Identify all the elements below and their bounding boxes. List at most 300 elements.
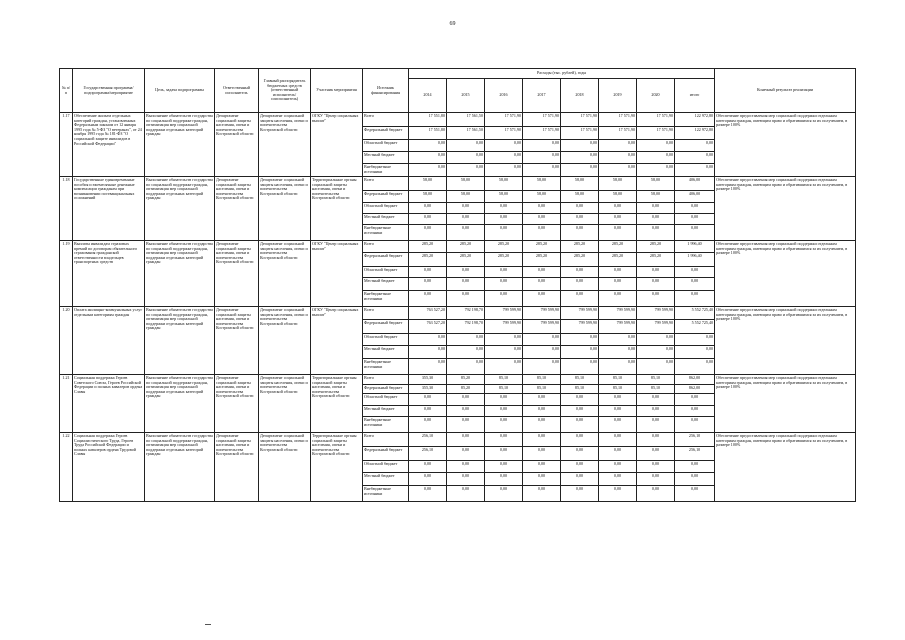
value-cell: 0,00	[561, 417, 599, 433]
goal-cell: Выполнение обязательств государства по социальной поддержке граждан, оптимизация мер социальной поддержки отдельных категорий граждан	[145, 307, 215, 375]
value-cell: 0,00	[447, 164, 485, 177]
program-cell: Оплата жилищно-коммунальных услуг отдельным категориям граждан	[73, 307, 145, 375]
total-cell: 0,00	[675, 152, 715, 164]
value-cell: 0,00	[409, 152, 447, 164]
value-cell: 0,00	[447, 461, 485, 473]
num-cell: 1.17	[60, 113, 73, 177]
value-cell: 0,00	[523, 203, 561, 214]
value-cell: 0,00	[409, 291, 447, 307]
result-cell: Обеспечение предоставления мер социальной поддержки отдельным категориям граждан, имеющим право и обратившимся за их получением, в размере 100%	[715, 241, 856, 307]
value-cell: 0,00	[637, 473, 675, 486]
value-cell: 285,20	[599, 253, 637, 267]
value-cell: 0,00	[561, 359, 599, 375]
value-cell: 0,00	[561, 225, 599, 241]
value-cell: 0,00	[523, 473, 561, 486]
value-cell: 0,00	[561, 152, 599, 164]
value-cell: 85,10	[561, 385, 599, 394]
total-cell: 0,00	[675, 267, 715, 278]
program-cell: Обеспечение жильем отдельных категорий граждан, установленных Федеральным законом от 12 января 1995 года № 5-ФЗ "О ветеранах", от 24 ноября 1995 года № 181-ФЗ "О социальной защите инвалидов в Российской Федерации"	[73, 113, 145, 177]
value-cell: 0,00	[561, 267, 599, 278]
source-cell: Областной бюджет	[363, 267, 409, 278]
value-cell: 0,00	[637, 164, 675, 177]
value-cell: 17 571,90	[599, 113, 637, 127]
value-cell: 799 599,90	[523, 307, 561, 320]
value-cell: 85,10	[485, 375, 523, 385]
value-cell: 285,20	[409, 241, 447, 253]
value-cell: 0,00	[561, 433, 599, 447]
value-cell: 0,00	[485, 164, 523, 177]
value-cell: 0,00	[561, 164, 599, 177]
total-cell: 406,00	[675, 177, 715, 191]
value-cell: 0,00	[485, 225, 523, 241]
value-cell: 0,00	[637, 394, 675, 406]
value-cell: 58,00	[485, 177, 523, 191]
value-cell: 0,00	[523, 346, 561, 359]
participant-cell: ОГКУ "Центр социальных выплат"	[311, 307, 363, 375]
source-cell: Внебюджетные источники	[363, 225, 409, 241]
value-cell: 85,10	[637, 385, 675, 394]
value-cell: 0,00	[561, 461, 599, 473]
value-cell: 0,00	[637, 225, 675, 241]
value-cell: 0,00	[637, 417, 675, 433]
value-cell: 58,00	[409, 177, 447, 191]
value-cell: 58,00	[523, 191, 561, 203]
value-cell: 58,00	[561, 191, 599, 203]
value-cell: 0,00	[561, 406, 599, 417]
value-cell: 0,00	[599, 225, 637, 241]
value-cell: 285,20	[523, 253, 561, 267]
participant-cell: ОГКУ "Центр социальных выплат"	[311, 113, 363, 177]
total-cell: 0,00	[675, 214, 715, 225]
value-cell: 0,00	[523, 417, 561, 433]
value-cell: 0,00	[447, 225, 485, 241]
value-cell: 0,00	[409, 461, 447, 473]
value-cell: 0,00	[637, 278, 675, 291]
total-cell: 0,00	[675, 406, 715, 417]
value-cell: 0,00	[561, 394, 599, 406]
total-cell: 0,00	[675, 140, 715, 152]
value-cell: 0,00	[485, 394, 523, 406]
total-cell: 0,00	[675, 334, 715, 346]
source-cell: Всего	[363, 375, 409, 385]
total-header: итого	[675, 79, 715, 113]
value-cell: 0,00	[561, 278, 599, 291]
value-cell: 0,00	[485, 152, 523, 164]
value-cell: 0,00	[523, 214, 561, 225]
value-cell: 0,00	[599, 140, 637, 152]
goal-cell: Выполнение обязательств государства по социальной поддержке граждан, оптимизация мер социальной поддержки отдельных категорий граждан	[145, 113, 215, 177]
value-cell: 0,00	[485, 486, 523, 502]
value-cell: 0,00	[599, 203, 637, 214]
responsible-cell: Департамент социальной защиты населения, опеки и попечительства Костромской области	[215, 375, 259, 433]
value-cell: 0,00	[447, 152, 485, 164]
value-cell: 0,00	[561, 334, 599, 346]
value-cell: 0,00	[599, 417, 637, 433]
value-cell: 17 571,90	[599, 127, 637, 140]
value-cell: 799 599,90	[561, 307, 599, 320]
table-row	[60, 177, 856, 191]
value-cell: 85,10	[561, 375, 599, 385]
source-cell: Местный бюджет	[363, 152, 409, 164]
value-cell: 355,30	[409, 375, 447, 385]
value-cell: 0,00	[409, 406, 447, 417]
goal-cell: Выполнение обязательств государства по социальной поддержке граждан, оптимизация мер социальной поддержки отдельных категорий граждан	[145, 433, 215, 502]
col-participant-header: Участник мероприятия	[311, 69, 363, 113]
value-cell: 0,00	[599, 214, 637, 225]
value-cell: 799 599,90	[561, 320, 599, 334]
source-cell: Областной бюджет	[363, 140, 409, 152]
total-cell: 5 552 725,40	[675, 320, 715, 334]
value-cell: 0,00	[447, 486, 485, 502]
source-cell: Местный бюджет	[363, 278, 409, 291]
value-cell: 0,00	[637, 486, 675, 502]
num-cell: 1.22	[60, 433, 73, 502]
value-cell: 58,00	[637, 191, 675, 203]
value-cell: 0,00	[447, 417, 485, 433]
scan-mark	[205, 624, 211, 625]
participant-cell: Территориальные органы социальной защиты населения, опеки и попечительства Костромской области	[311, 177, 363, 241]
value-cell: 0,00	[447, 203, 485, 214]
value-cell: 85,10	[523, 385, 561, 394]
value-cell: 0,00	[637, 433, 675, 447]
value-cell: 285,20	[523, 241, 561, 253]
value-cell: 17 571,90	[485, 113, 523, 127]
value-cell: 0,00	[447, 433, 485, 447]
value-cell: 0,00	[561, 214, 599, 225]
value-cell: 0,00	[523, 225, 561, 241]
table-row	[60, 241, 856, 253]
value-cell: 0,00	[447, 214, 485, 225]
total-cell: 1 996,40	[675, 241, 715, 253]
value-cell: 0,00	[637, 214, 675, 225]
value-cell: 0,00	[485, 433, 523, 447]
col-expenses-header: Расходы (тыс. рублей), годы	[409, 69, 715, 79]
value-cell: 0,00	[599, 433, 637, 447]
value-cell: 0,00	[485, 214, 523, 225]
value-cell: 0,00	[637, 140, 675, 152]
value-cell: 0,00	[599, 334, 637, 346]
total-cell: 0,00	[675, 417, 715, 433]
result-cell: Обеспечение предоставления мер социальной поддержки отдельным категориям граждан, имеющим право и обратившимся за их получением, в размере 100%	[715, 113, 856, 177]
total-cell: 0,00	[675, 164, 715, 177]
value-cell: 799 599,90	[599, 307, 637, 320]
total-cell: 862,00	[675, 375, 715, 385]
value-cell: 17 571,90	[485, 127, 523, 140]
value-cell: 0,00	[637, 346, 675, 359]
value-cell: 58,00	[599, 177, 637, 191]
source-cell: Областной бюджет	[363, 394, 409, 406]
source-cell: Местный бюджет	[363, 473, 409, 486]
value-cell: 85,10	[523, 375, 561, 385]
value-cell: 0,00	[409, 140, 447, 152]
value-cell: 0,00	[485, 473, 523, 486]
source-cell: Всего	[363, 241, 409, 253]
source-cell: Внебюджетные источники	[363, 486, 409, 502]
col-program-header: Государственная программа/подпрограмма/мероприятие	[73, 69, 145, 113]
value-cell: 285,20	[409, 253, 447, 267]
value-cell: 0,00	[447, 359, 485, 375]
value-cell: 0,00	[485, 140, 523, 152]
value-cell: 799 599,90	[523, 320, 561, 334]
goal-cell: Выполнение обязательств государства по социальной поддержке граждан, оптимизация мер социальной поддержки отдельных категорий граждан	[145, 375, 215, 433]
value-cell: 0,00	[637, 267, 675, 278]
manager-cell: Департамент социальной защиты населения, опеки и попечительства Костромской области	[259, 113, 311, 177]
value-cell: 0,00	[561, 291, 599, 307]
value-cell: 58,00	[561, 177, 599, 191]
source-cell: Местный бюджет	[363, 346, 409, 359]
total-cell: 0,00	[675, 486, 715, 502]
value-cell: 0,00	[485, 291, 523, 307]
value-cell: 0,00	[599, 461, 637, 473]
source-cell: Всего	[363, 177, 409, 191]
value-cell: 0,00	[523, 267, 561, 278]
num-cell: 1.21	[60, 375, 73, 433]
value-cell: 85,10	[599, 375, 637, 385]
value-cell: 0,00	[637, 447, 675, 461]
value-cell: 0,00	[561, 473, 599, 486]
col-manager-header: Главный распорядитель бюджетных средств (ответственный исполнитель/соисполнитель)	[259, 69, 311, 113]
value-cell: 85,10	[485, 385, 523, 394]
value-cell: 0,00	[409, 417, 447, 433]
value-cell: 0,00	[447, 140, 485, 152]
total-cell: 0,00	[675, 461, 715, 473]
value-cell: 58,00	[523, 177, 561, 191]
source-cell: Областной бюджет	[363, 461, 409, 473]
value-cell: 0,00	[409, 486, 447, 502]
total-cell: 862,00	[675, 385, 715, 394]
program-cell: Выплаты инвалидам страховых премий по договорам обязательного страхования гражданской ответственности владельцев транспортных средств	[73, 241, 145, 307]
value-cell: 85,10	[599, 385, 637, 394]
total-cell: 0,00	[675, 225, 715, 241]
total-cell: 0,00	[675, 346, 715, 359]
num-cell: 1.18	[60, 177, 73, 241]
value-cell: 17 571,90	[561, 113, 599, 127]
value-cell: 0,00	[523, 433, 561, 447]
value-cell: 0,00	[409, 334, 447, 346]
source-cell: Федеральный бюджет	[363, 447, 409, 461]
source-cell: Всего	[363, 113, 409, 127]
value-cell: 0,00	[637, 406, 675, 417]
value-cell: 0,00	[409, 164, 447, 177]
manager-cell: Департамент социальной защиты населения, опеки и попечительства Костромской области	[259, 177, 311, 241]
value-cell: 17 571,90	[523, 127, 561, 140]
manager-cell: Департамент социальной защиты населения, опеки и попечительства Костромской области	[259, 375, 311, 433]
value-cell: 58,00	[409, 191, 447, 203]
responsible-cell: Департамент социальной защиты населения, опеки и попечительства Костромской области	[215, 177, 259, 241]
value-cell: 17 551,80	[409, 127, 447, 140]
total-cell: 256,10	[675, 433, 715, 447]
value-cell: 0,00	[599, 152, 637, 164]
value-cell: 17 571,90	[523, 113, 561, 127]
value-cell: 285,20	[561, 253, 599, 267]
value-cell: 58,00	[599, 191, 637, 203]
responsible-cell: Департамент социальной защиты населения, опеки и попечительства Костромской области	[215, 241, 259, 307]
value-cell: 799 599,90	[485, 320, 523, 334]
value-cell: 0,00	[599, 164, 637, 177]
table-row	[60, 307, 856, 320]
value-cell: 763 527,20	[409, 307, 447, 320]
value-cell: 256,10	[409, 447, 447, 461]
value-cell: 0,00	[409, 278, 447, 291]
value-cell: 285,20	[599, 241, 637, 253]
value-cell: 58,00	[447, 177, 485, 191]
value-cell: 85,20	[447, 385, 485, 394]
value-cell: 285,20	[485, 253, 523, 267]
source-cell: Областной бюджет	[363, 334, 409, 346]
value-cell: 58,00	[637, 177, 675, 191]
total-cell: 0,00	[675, 473, 715, 486]
value-cell: 0,00	[523, 394, 561, 406]
responsible-cell: Департамент социальной защиты населения, опеки и попечительства Костромской области	[215, 433, 259, 502]
value-cell: 799 599,90	[485, 307, 523, 320]
header-row	[60, 69, 856, 79]
source-cell: Внебюджетные источники	[363, 417, 409, 433]
value-cell: 58,00	[447, 191, 485, 203]
result-cell: Обеспечение предоставления мер социальной поддержки отдельным категориям граждан, имеющим право и обратившимся за их получением, в размере 100%	[715, 433, 856, 502]
value-cell: 0,00	[523, 359, 561, 375]
value-cell: 0,00	[409, 225, 447, 241]
value-cell: 0,00	[637, 334, 675, 346]
value-cell: 0,00	[409, 346, 447, 359]
value-cell: 17 571,90	[561, 127, 599, 140]
source-cell: Федеральный бюджет	[363, 127, 409, 140]
value-cell: 0,00	[485, 278, 523, 291]
value-cell: 0,00	[599, 473, 637, 486]
num-cell: 1.20	[60, 307, 73, 375]
value-cell: 0,00	[599, 359, 637, 375]
value-cell: 17 561,50	[447, 127, 485, 140]
total-cell: 0,00	[675, 394, 715, 406]
num-cell: 1.19	[60, 241, 73, 307]
year-header: 2019	[599, 79, 637, 113]
value-cell: 0,00	[599, 346, 637, 359]
total-cell: 122 972,80	[675, 127, 715, 140]
program-cell: Социальная поддержка Героев Советского Союза, Героев Российской Федерации и полных кавалеров ордена Славы	[73, 375, 145, 433]
value-cell: 0,00	[447, 473, 485, 486]
value-cell: 0,00	[485, 334, 523, 346]
value-cell: 0,00	[561, 486, 599, 502]
value-cell: 799 599,90	[637, 307, 675, 320]
value-cell: 0,00	[409, 203, 447, 214]
col-num-header: № п/п	[60, 69, 73, 113]
goal-cell: Выполнение обязательств государства по социальной поддержке граждан, оптимизация мер социальной поддержки отдельных категорий граждан	[145, 177, 215, 241]
value-cell: 0,00	[485, 203, 523, 214]
value-cell: 85,20	[447, 375, 485, 385]
value-cell: 0,00	[523, 164, 561, 177]
source-cell: Областной бюджет	[363, 203, 409, 214]
value-cell: 0,00	[599, 486, 637, 502]
total-cell: 406,00	[675, 191, 715, 203]
value-cell: 58,00	[485, 191, 523, 203]
year-header: 2018	[561, 79, 599, 113]
value-cell: 0,00	[523, 447, 561, 461]
value-cell: 285,20	[637, 241, 675, 253]
year-header: 2016	[485, 79, 523, 113]
value-cell: 799 599,90	[599, 320, 637, 334]
source-cell: Федеральный бюджет	[363, 191, 409, 203]
value-cell: 0,00	[409, 473, 447, 486]
value-cell: 17 561,50	[447, 113, 485, 127]
value-cell: 0,00	[523, 140, 561, 152]
value-cell: 285,20	[447, 241, 485, 253]
value-cell: 0,00	[523, 486, 561, 502]
table-row	[60, 433, 856, 447]
value-cell: 0,00	[447, 447, 485, 461]
year-header: 2020	[637, 79, 675, 113]
responsible-cell: Департамент социальной защиты населения, опеки и попечительства Костромской области	[215, 307, 259, 375]
table-row	[60, 375, 856, 385]
value-cell: 0,00	[409, 359, 447, 375]
value-cell: 792 198,70	[447, 320, 485, 334]
col-goal-header: Цель, задача подпрограммы	[145, 69, 215, 113]
value-cell: 0,00	[447, 267, 485, 278]
value-cell: 0,00	[637, 359, 675, 375]
value-cell: 0,00	[523, 406, 561, 417]
value-cell: 285,20	[637, 253, 675, 267]
value-cell: 0,00	[561, 346, 599, 359]
value-cell: 0,00	[447, 394, 485, 406]
value-cell: 285,20	[485, 241, 523, 253]
page-number: 69	[449, 21, 456, 27]
value-cell: 0,00	[409, 214, 447, 225]
source-cell: Местный бюджет	[363, 214, 409, 225]
responsible-cell: Департамент социальной защиты населения, опеки и попечительства Костромской области	[215, 113, 259, 177]
value-cell: 0,00	[637, 291, 675, 307]
value-cell: 0,00	[485, 359, 523, 375]
program-table	[59, 68, 856, 502]
col-responsible-header: Ответственный исполнитель	[215, 69, 259, 113]
value-cell: 355,30	[409, 385, 447, 394]
total-cell: 0,00	[675, 291, 715, 307]
value-cell: 0,00	[409, 394, 447, 406]
value-cell: 0,00	[447, 291, 485, 307]
participant-cell: Территориальные органы социальной защиты населения, опеки и попечительства Костромской области	[311, 375, 363, 433]
value-cell: 0,00	[485, 346, 523, 359]
result-cell: Обеспечение предоставления мер социальной поддержки отдельным категориям граждан, имеющим право и обратившимся за их получением, в размере 100%	[715, 307, 856, 375]
value-cell: 792 198,70	[447, 307, 485, 320]
year-header: 2017	[523, 79, 561, 113]
source-cell: Всего	[363, 433, 409, 447]
value-cell: 0,00	[599, 267, 637, 278]
value-cell: 0,00	[447, 334, 485, 346]
col-source-header: Источник финансирования	[363, 69, 409, 113]
value-cell: 0,00	[523, 278, 561, 291]
value-cell: 0,00	[485, 267, 523, 278]
participant-cell: ОГКУ "Центр социальных выплат"	[311, 241, 363, 307]
total-cell: 1 996,40	[675, 253, 715, 267]
value-cell: 0,00	[561, 203, 599, 214]
value-cell: 0,00	[485, 406, 523, 417]
source-cell: Всего	[363, 307, 409, 320]
result-cell: Обеспечение предоставления мер социальной поддержки отдельным категориям граждан, имеющим право и обратившимся за их получением, в размере 100%	[715, 177, 856, 241]
value-cell: 0,00	[409, 267, 447, 278]
value-cell: 0,00	[637, 152, 675, 164]
source-cell: Внебюджетные источники	[363, 291, 409, 307]
value-cell: 799 599,90	[637, 320, 675, 334]
program-cell: Социальная поддержка Героев Социалистического Труда, Героев Труда Российской Федерации и полных кавалеров ордена Трудовой Славы	[73, 433, 145, 502]
source-cell: Федеральный бюджет	[363, 320, 409, 334]
total-cell: 5 552 725,40	[675, 307, 715, 320]
source-cell: Внебюджетные источники	[363, 164, 409, 177]
value-cell: 0,00	[637, 203, 675, 214]
total-cell: 0,00	[675, 278, 715, 291]
value-cell: 0,00	[485, 417, 523, 433]
value-cell: 0,00	[599, 394, 637, 406]
value-cell: 0,00	[523, 152, 561, 164]
value-cell: 285,20	[561, 241, 599, 253]
year-header: 2015	[447, 79, 485, 113]
year-header: 2014	[409, 79, 447, 113]
